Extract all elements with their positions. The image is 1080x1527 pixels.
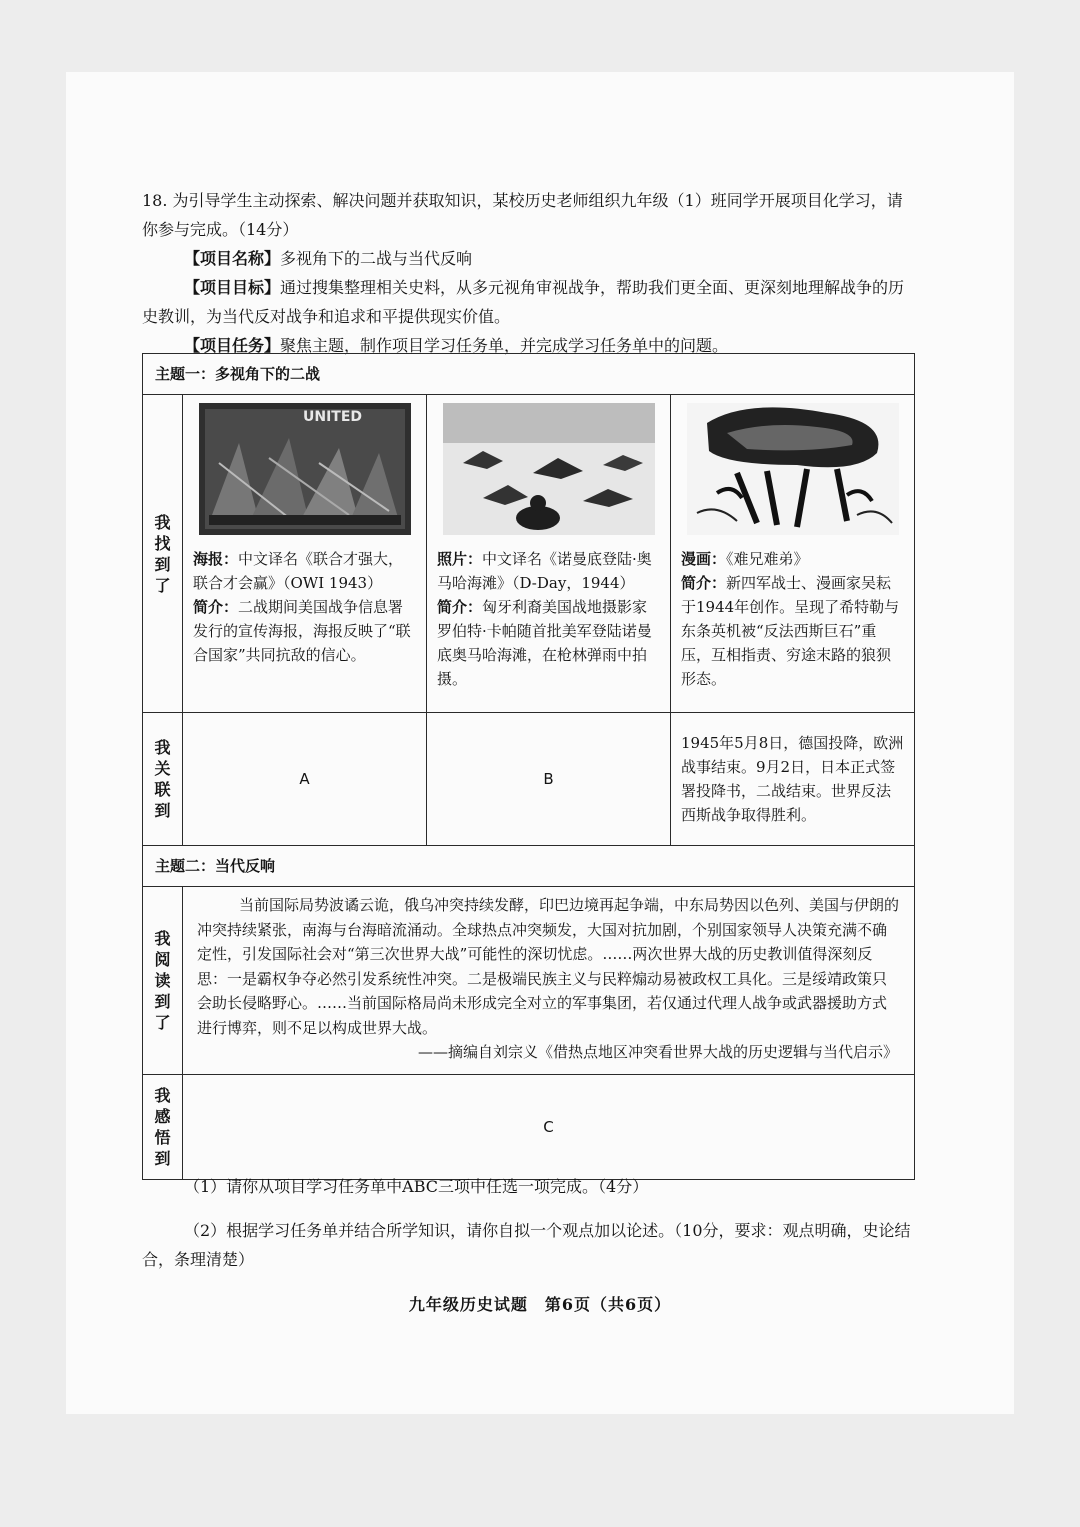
theme2-title: 主题二：当代反响 <box>143 846 915 887</box>
photo-caption: 中文译名《诺曼底登陆·奥马哈海滩》（D-Day，1944） <box>437 550 652 592</box>
project-goal: 通过搜集整理相关史料，从多元视角审视战争，帮助我们更全面、更深刻地理解战争的历史教训，为当代反对战争和追求和平提供现实价值。 <box>142 278 905 326</box>
page-footer: 九年级历史试题 第6页（共6页） <box>408 1295 672 1314</box>
sub-question-2: （2）根据学习任务单并结合所学知识，请你自拟一个观点加以论述。（10分，要求：观点明确，史论结合，条理清楚） <box>142 1221 911 1269</box>
poster-intro-label: 简介： <box>193 598 239 616</box>
project-task-label: 【项目任务】 <box>184 336 281 355</box>
reading-cell <box>183 887 915 1075</box>
photo-intro: 匈牙利裔美国战地摄影家罗伯特·卡帕随首批美军登陆诺曼底奥马哈海滩，在枪林弹雨中拍摄。 <box>437 598 652 688</box>
row-feel-label: 我感悟到 <box>143 1075 183 1180</box>
photo-image <box>443 403 655 535</box>
photo-cell <box>427 395 671 713</box>
project-goal-label: 【项目目标】 <box>184 278 281 297</box>
row-link-label: 我关联到 <box>143 713 183 846</box>
sub-question-1: （1）请你从项目学习任务单中ABC三项中任选一项完成。（4分） <box>184 1177 649 1196</box>
cartoon-intro: 新四军战士、漫画家吴耘于1944年创作。呈现了希特勒与东条英机被“反法西斯巨石”重压，互相指责、穷途末路的狼狈形态。 <box>681 574 900 688</box>
reading-citation: ——摘编自刘宗义《借热点地区冲突看世界大战的历史逻辑与当代启示》 <box>418 1043 899 1061</box>
row-found-label: 我找到了 <box>143 395 183 713</box>
photo-type-label: 照片： <box>437 550 483 568</box>
row-read-label: 我阅读到了 <box>143 887 183 1075</box>
link-text: 1945年5月8日，德国投降，欧洲战事结束。9月2日，日本正式签署投降书，二战结束。世界反法西斯战争取得胜利。 <box>671 713 915 846</box>
answer-slot-a: A <box>183 713 427 846</box>
answer-slot-b: B <box>427 713 671 846</box>
reading-text: 当前国际局势波谲云诡，俄乌冲突持续发酵，印巴边境再起争端，中东局势因以色列、美国与伊朗的冲突持续紧张，南海与台海暗流涌动。全球热点冲突频发，大国对抗加剧，个别国家领导人决策充满不确定性，引发国际社会对“第三次世界大战”可能性的深切忧虑。……两次世界大战的历史教训值得深刻反思：一是霸权争夺必然引发系统性冲突。二是极端民族主义与民粹煽动易被政权工具化。三是绥靖政策只会助长侵略野心。……当前国际格局尚未形成完全对立的军事集团，若仅通过代理人战争或武器援助方式进行博弈，则不足以构成世界大战。 <box>197 896 900 1037</box>
project-name: 多视角下的二战与当代反响 <box>280 249 473 268</box>
project-name-label: 【项目名称】 <box>184 249 281 268</box>
cartoon-type-label: 漫画： <box>681 550 727 568</box>
poster-image <box>199 403 411 535</box>
poster-cell <box>183 395 427 713</box>
question-stem: 18. 为引导学生主动探索、解决问题并获取知识，某校历史老师组织九年级（1）班同学开展项目化学习，请你参与完成。（14分） <box>142 191 903 239</box>
project-task: 聚焦主题，制作项目学习任务单，并完成学习任务单中的问题。 <box>280 336 729 355</box>
poster-caption: 中文译名《联合才强大，联合才会赢》（OWI 1943） <box>193 550 404 592</box>
question-block <box>142 186 914 360</box>
theme1-title: 主题一：多视角下的二战 <box>143 354 915 395</box>
poster-type-label: 海报： <box>193 550 239 568</box>
poster-intro: 二战期间美国战争信息署发行的宣传海报，海报反映了“联合国家”共同抗敌的信心。 <box>193 598 411 664</box>
project-name-line <box>142 244 914 273</box>
cartoon-intro-label: 简介： <box>681 574 727 592</box>
task-sheet-table <box>142 353 915 1180</box>
cartoon-caption: 《难兄难弟》 <box>726 550 809 568</box>
answer-slot-c: C <box>183 1075 915 1180</box>
photo-intro-label: 简介： <box>437 598 483 616</box>
poster-image-text: UNITED <box>302 409 362 425</box>
project-goal-line <box>142 273 914 331</box>
cartoon-cell <box>671 395 915 713</box>
cartoon-image <box>687 403 899 535</box>
